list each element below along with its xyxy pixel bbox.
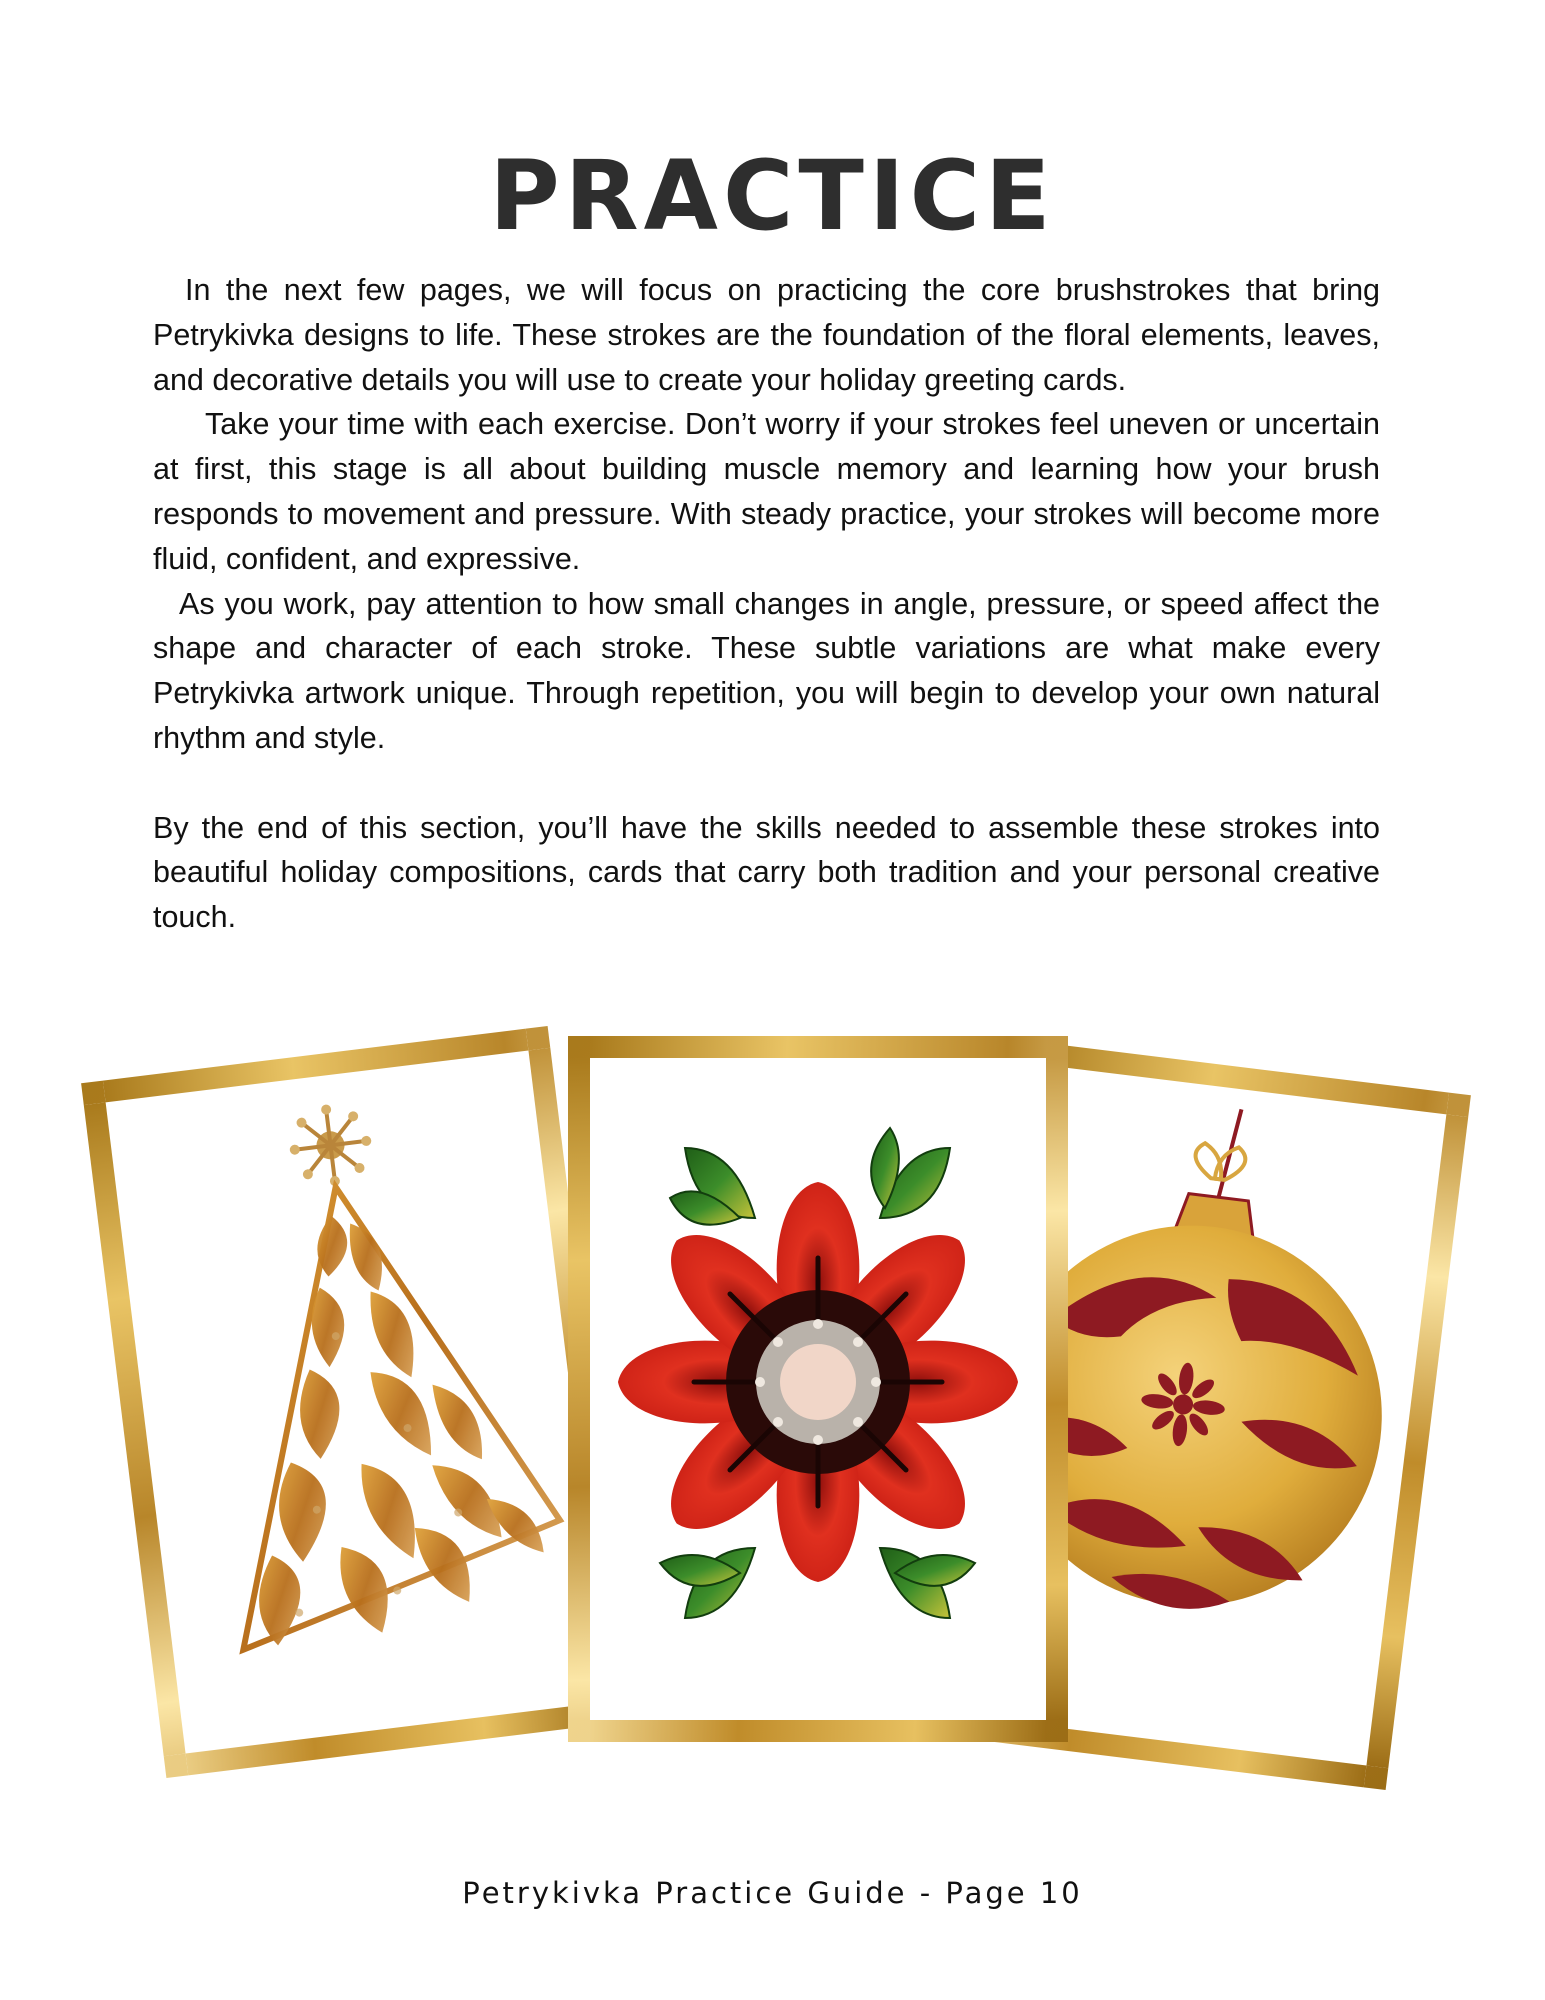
paragraph-conclusion: By the end of this section, you’ll have the skills needed to assemble these strokes into beautiful holiday compositions, cards that carry both tradition and your personal creative touch. (153, 810, 1380, 935)
card-christmas-tree (81, 1026, 633, 1778)
body-text (153, 268, 1380, 940)
red-flower-illustration (590, 1058, 1046, 1720)
paragraph-take-your-time: Take your time with each exercise. Don’t worry if your strokes feel uneven or uncertain at first, this stage is all about building muscle memory and learning how your brush responds to movement and pressure. With steady practice, your strokes will become more fluid, confident, and expressive. (153, 407, 1380, 576)
christmas-tree-illustration (106, 1050, 609, 1753)
page-title: PRACTICE (489, 140, 1056, 252)
paragraph-intro: In the next few pages, we will focus on practicing the core brushstrokes that bring Petrykivka designs to life. These strokes are the foundation of the floral elements, leaves, and decorative details you will use to create your holiday greeting cards. (153, 273, 1380, 397)
page-footer: Petrykivka Practice Guide - Page 10 (462, 1876, 1083, 1910)
tree-star (285, 1100, 376, 1191)
flower-center (780, 1344, 856, 1420)
paragraph-as-you-work: As you work, pay attention to how small changes in angle, pressure, or speed affect the shape and character of each stroke. These subtle variations are what make every Petrykivka artwork unique. Through repetition, you will begin to develop your own natural rhythm and style. (153, 586, 1380, 755)
card-flower (568, 1036, 1068, 1742)
